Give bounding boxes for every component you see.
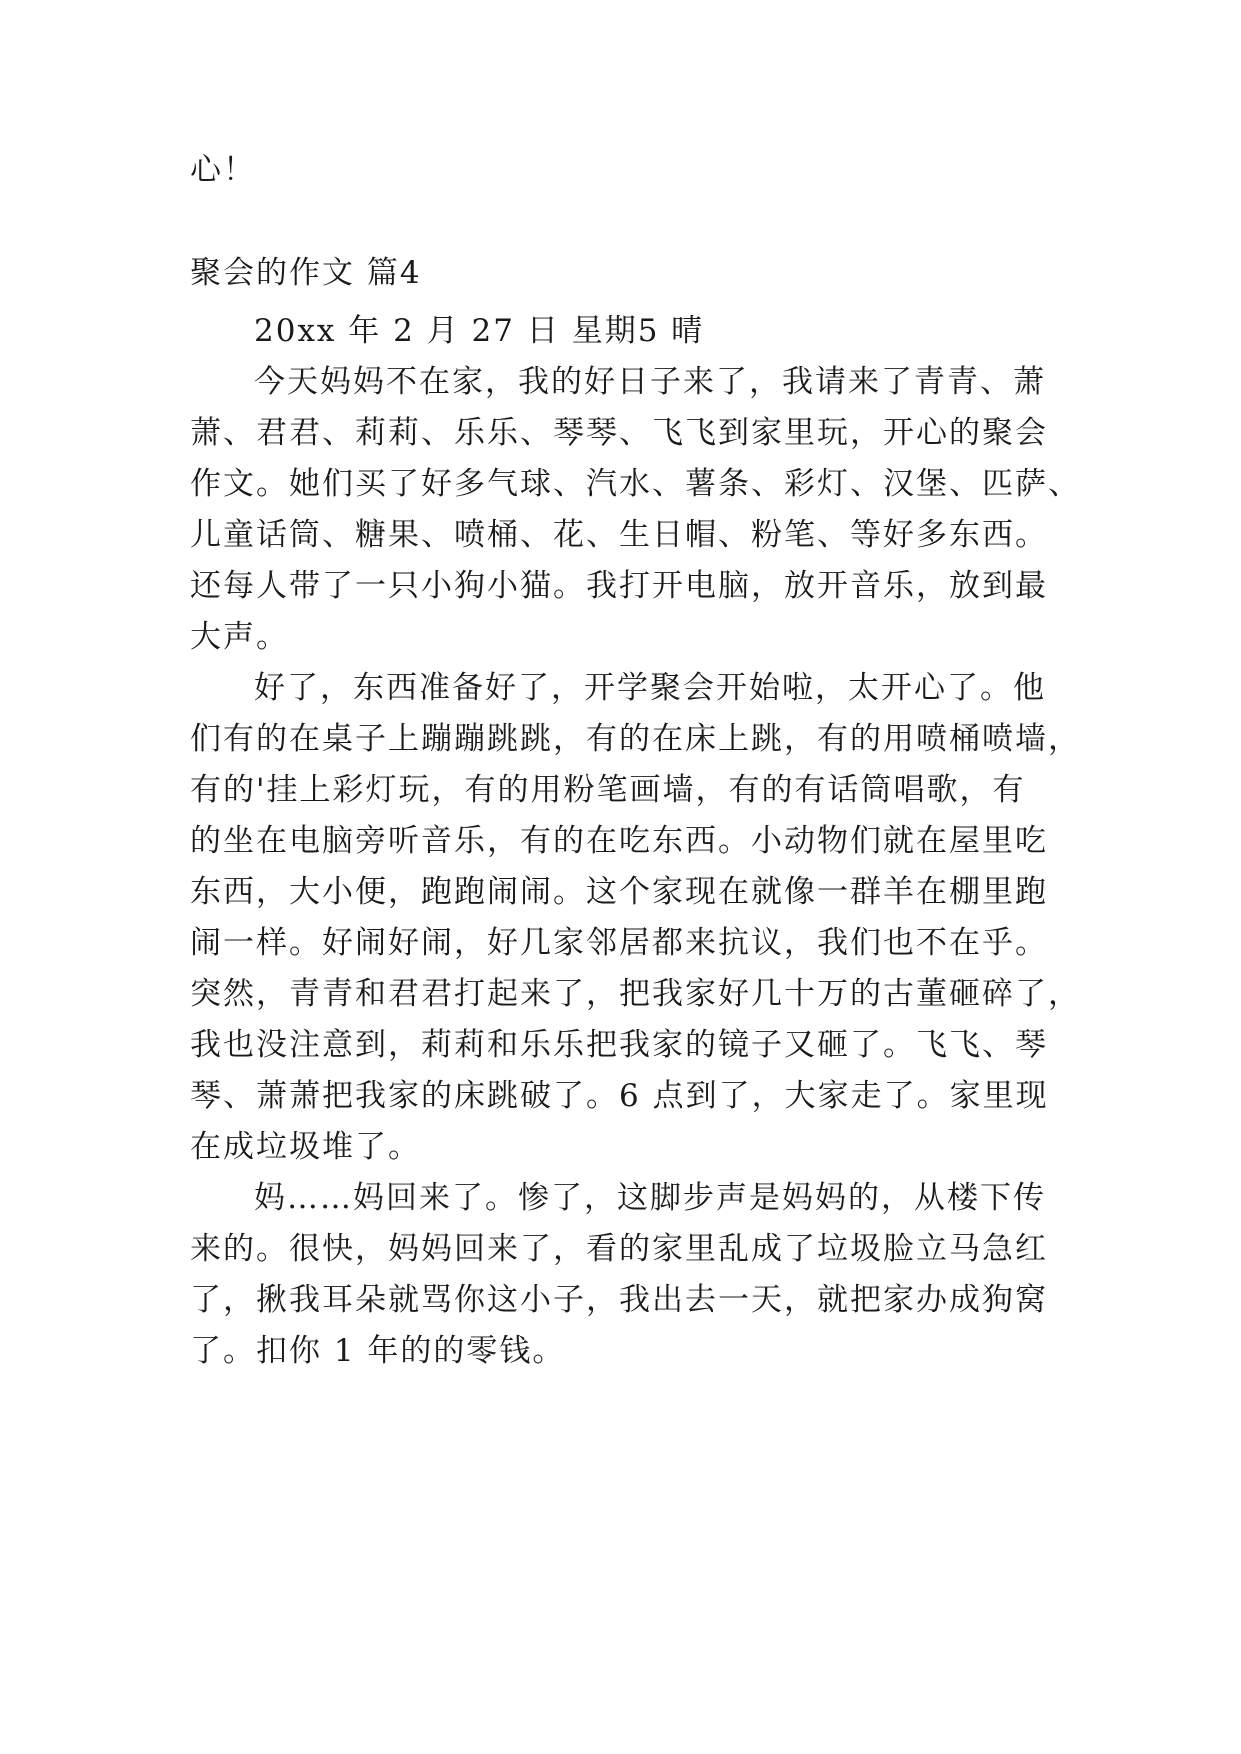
text-line: 我也没注意到，莉莉和乐乐把我家的镜子又砸了。飞飞、琴 [190, 1027, 1048, 1063]
text-line: 儿童话筒、糖果、喷桶、花、生日帽、粉笔、等好多东西。 [190, 517, 1048, 553]
text-line: 闹一样。好闹好闹，好几家邻居都来抗议，我们也不在乎。 [190, 925, 1048, 961]
text-line: 突然，青青和君君打起来了，把我家好几十万的古董砸碎了， [190, 976, 1081, 1012]
text-line: 大声。 [190, 619, 289, 655]
text-line: 作文。她们买了好多气球、汽水、薯条、彩灯、汉堡、匹萨、 [190, 466, 1081, 502]
text-line: 琴、萧萧把我家的床跳破了。6 点到了，大家走了。家里现 [190, 1078, 1049, 1114]
text-line: 了，揪我耳朵就骂你这小子，我出去一天，就把家办成狗窝 [190, 1282, 1048, 1318]
text-line: 萧、君君、莉莉、乐乐、琴琴、飞飞到家里玩，开心的聚会 [190, 415, 1048, 451]
text-line: 们有的在桌子上蹦蹦跳跳，有的在床上跳，有的用喷桶喷墙， [190, 721, 1081, 757]
text-line: 了。扣你 1 年的的零钱。 [190, 1333, 566, 1369]
text-line: 东西，大小便，跑跑闹闹。这个家现在就像一群羊在棚里跑 [190, 874, 1048, 910]
text-line: 来的。很快，妈妈回来了，看的家里乱成了垃圾脸立马急红 [190, 1231, 1048, 1267]
text-line: 好了，东西准备好了，开学聚会开始啦，太开心了。他 [254, 670, 1046, 706]
previous-section-tail: 心！ [190, 152, 256, 188]
text-line: 在成垃圾堆了。 [190, 1129, 421, 1165]
text-line: 妈……妈回来了。惨了，这脚步声是妈妈的，从楼下传 [254, 1180, 1046, 1216]
text-line: 有的'挂上彩灯玩，有的用粉笔画墙，有的有话筒唱歌，有 [190, 772, 1026, 808]
text-line: 还每人带了一只小狗小猫。我打开电脑，放开音乐，放到最 [190, 568, 1048, 604]
text-line: 的坐在电脑旁听音乐，有的在吃东西。小动物们就在屋里吃 [190, 823, 1048, 859]
diary-date-line: 20xx 年 2 月 27 日 星期5 晴 [254, 313, 705, 349]
text-line: 今天妈妈不在家，我的好日子来了，我请来了青青、萧 [254, 364, 1046, 400]
section-heading: 聚会的作文 篇4 [190, 255, 422, 291]
